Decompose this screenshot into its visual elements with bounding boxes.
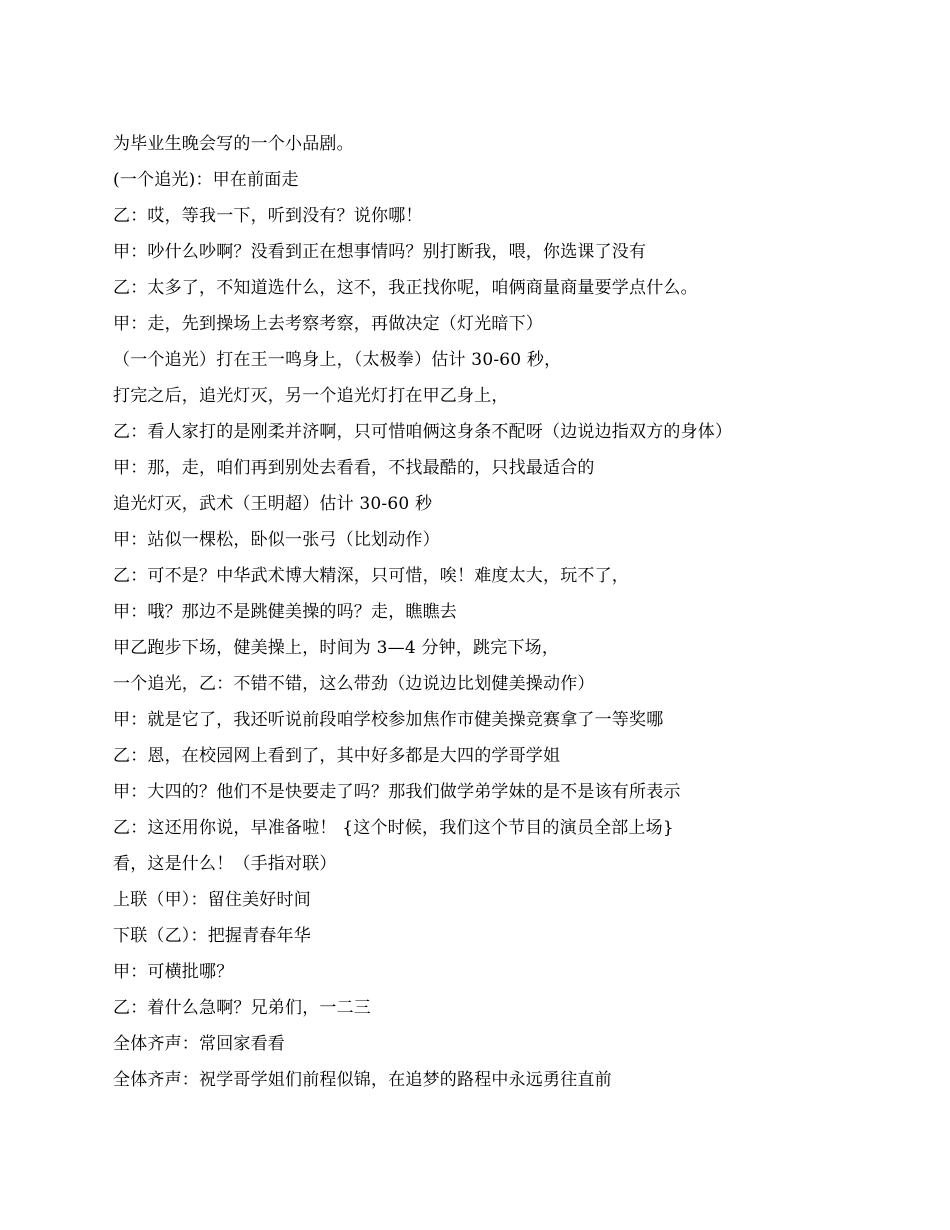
text-line: 乙：看人家打的是刚柔并济啊，只可惜咱俩这身条不配呀（边说边指双方的身体） [113, 422, 733, 442]
text-line: 甲：可横批哪？ [113, 962, 234, 982]
text-line: 甲：站似一棵松，卧似一张弓（比划动作） [113, 530, 440, 550]
text-line: 甲：那，走，咱们再到别处去看看，不找最酷的，只找最适合的 [113, 458, 595, 478]
document-body [113, 126, 853, 1098]
text-line: 为毕业生晚会写的一个小品剧。 [113, 134, 354, 154]
text-line: 追光灯灭，武术（王明超）估计 30-60 秒 [113, 494, 433, 514]
text-line: (一个追光)：甲在前面走 [113, 170, 299, 190]
text-line: 甲乙跑步下场，健美操上，时间为 3—4 分钟，跳完下场， [113, 638, 560, 658]
text-line: 乙：着什么急啊？兄弟们，一二三 [113, 998, 371, 1018]
text-line: 甲：吵什么吵啊？没看到正在想事情吗？别打断我，喂，你选课了没有 [113, 242, 647, 262]
text-line: 乙：可不是？中华武术博大精深，只可惜，唉！难度太大，玩不了， [113, 566, 629, 586]
text-line: 甲：哦？那边不是跳健美操的吗？走，瞧瞧去 [113, 602, 457, 622]
text-line: 打完之后，追光灯灭，另一个追光灯打在甲乙身上， [113, 386, 509, 406]
text-line: 一个追光，乙：不错不错，这么带劲（边说边比划健美操动作） [113, 674, 595, 694]
text-line: 甲：就是它了，我还听说前段咱学校参加焦作市健美操竞赛拿了一等奖哪 [113, 710, 664, 730]
text-line: 乙：太多了，不知道选什么，这不，我正找你呢，咱俩商量商量要学点什么。 [113, 278, 698, 298]
text-line: 甲：走，先到操场上去考察考察，再做决定（灯光暗下） [113, 314, 543, 334]
text-line: 乙：哎，等我一下，听到没有？说你哪！ [113, 206, 423, 226]
text-line: 上联（甲）：留住美好时间 [113, 890, 311, 910]
text-line: 下联（乙）：把握青春年华 [113, 926, 311, 946]
text-line: 全体齐声：祝学哥学姐们前程似锦，在追梦的路程中永远勇往直前 [113, 1070, 612, 1090]
text-line: 乙：这还用你说，早准备啦！ {这个时候，我们这个节目的演员全部上场} [113, 818, 674, 838]
text-line: （一个追光）打在王一鸣身上，（太极拳）估计 30-60 秒， [113, 350, 562, 370]
text-line: 全体齐声：常回家看看 [113, 1034, 285, 1054]
text-line: 甲：大四的？他们不是快要走了吗？那我们做学弟学妹的是不是该有所表示 [113, 782, 681, 802]
text-line: 看，这是什么！（手指对联） [113, 854, 337, 874]
text-line: 乙：恩，在校园网上看到了，其中好多都是大四的学哥学姐 [113, 746, 561, 766]
